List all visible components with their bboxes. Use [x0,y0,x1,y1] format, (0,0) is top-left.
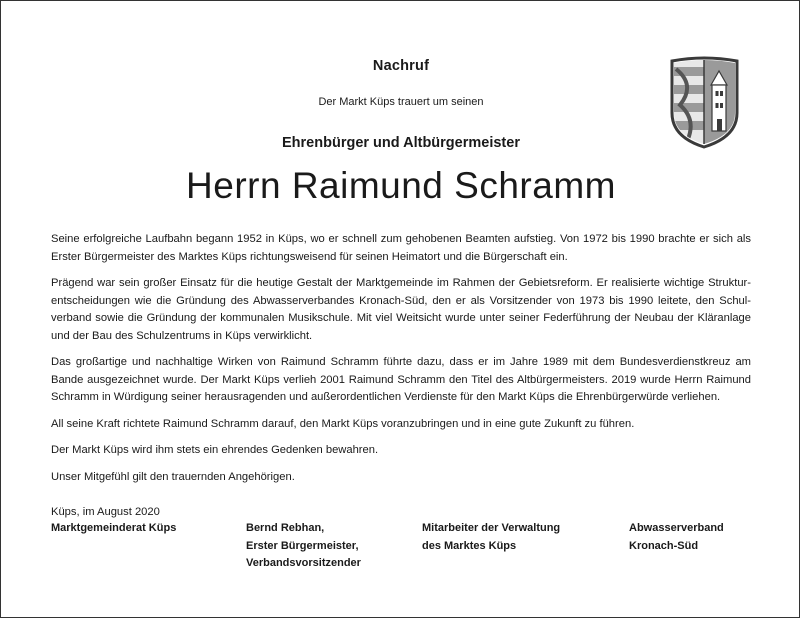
signature-block [51,520,751,580]
obituary-text [51,231,751,531]
signature-council [51,520,176,538]
page-title: Nachruf [372,58,430,74]
signature-line: Kronach-Süd [629,539,699,552]
signature-line: des Marktes Küps [422,539,517,552]
deceased-name: Herrn Raimund Schramm [186,165,616,206]
intro-line: Der Markt Küps trauert um seinen [318,96,484,108]
paragraph: Unser Mitgefühl gilt den trauernden Angehörigen. [51,470,295,483]
honor-title: Ehrenbürger und Altbürgermeister [282,135,520,151]
signature-line: Abwasserverband [629,522,724,534]
signature-line: Bernd Rebhan, [246,522,325,534]
coat-of-arms-icon [666,55,743,150]
signature-wastewater-association [629,520,724,555]
dateline: Küps, im August 2020 [51,506,160,518]
signature-line: Marktgemeinderat Küps [51,522,177,534]
paragraph: All seine Kraft richtete Raimund Schramm darauf, den Markt Küps voranzubringen und in eine gute Zukunft zu führen. [51,417,635,430]
paragraph: Prägend war sein großer Einsatz für die heutige Gestalt der Marktgemeinde im Rahmen der Gebietsreform. Er realisierte wichtige Struktur-entscheidungen wie die Gründung des Abwasserverbandes Kronach-Süd, den er als Vorsitzender von 1973 bis 1990 leitete, den Schul-verband sowie die Gründung der kommunalen Musikschule. Mit viel Weitsicht wurde unter seiner Federführung der Neubau der Kläranlage und der Bau des Schulzentrums in Küps verwirklicht. [51,277,751,342]
paragraph: Das großartige und nachhaltige Wirken von Raimund Schramm führte dazu, dass er im Jahre 1989 mit dem Bundesverdienstkreuz am Bande ausgezeichnet wurde. Der Markt Küps verlieh 2001 Raimund Schramm den Titel des Altbürgermeisters. 2019 wurde Herrn Raimund Schramm in Würdigung seiner herausragenden und außerordentlichen Verdienste für den Markt Küps die Ehrenbürgerwürde verliehen. [51,356,751,403]
signature-mayor [246,520,361,573]
signature-staff [422,520,560,555]
signature-line: Verbandsvorsitzender [246,557,361,569]
signature-line: Erster Bürgermeister, [246,539,359,552]
paragraph: Der Markt Küps wird ihm stets ein ehrendes Gedenken bewahren. [51,444,379,456]
signature-line: Mitarbeiter der Verwaltung [422,522,561,534]
paragraph: Seine erfolgreiche Laufbahn begann 1952 in Küps, wo er schnell zum gehobenen Beamten aufstieg. Von 1972 bis 1990 brachte er sich als Erster Bürgermeister des Marktes Küps richtungsweisend für seinen Heimatort und die Bürgerschaft ein. [51,233,751,263]
